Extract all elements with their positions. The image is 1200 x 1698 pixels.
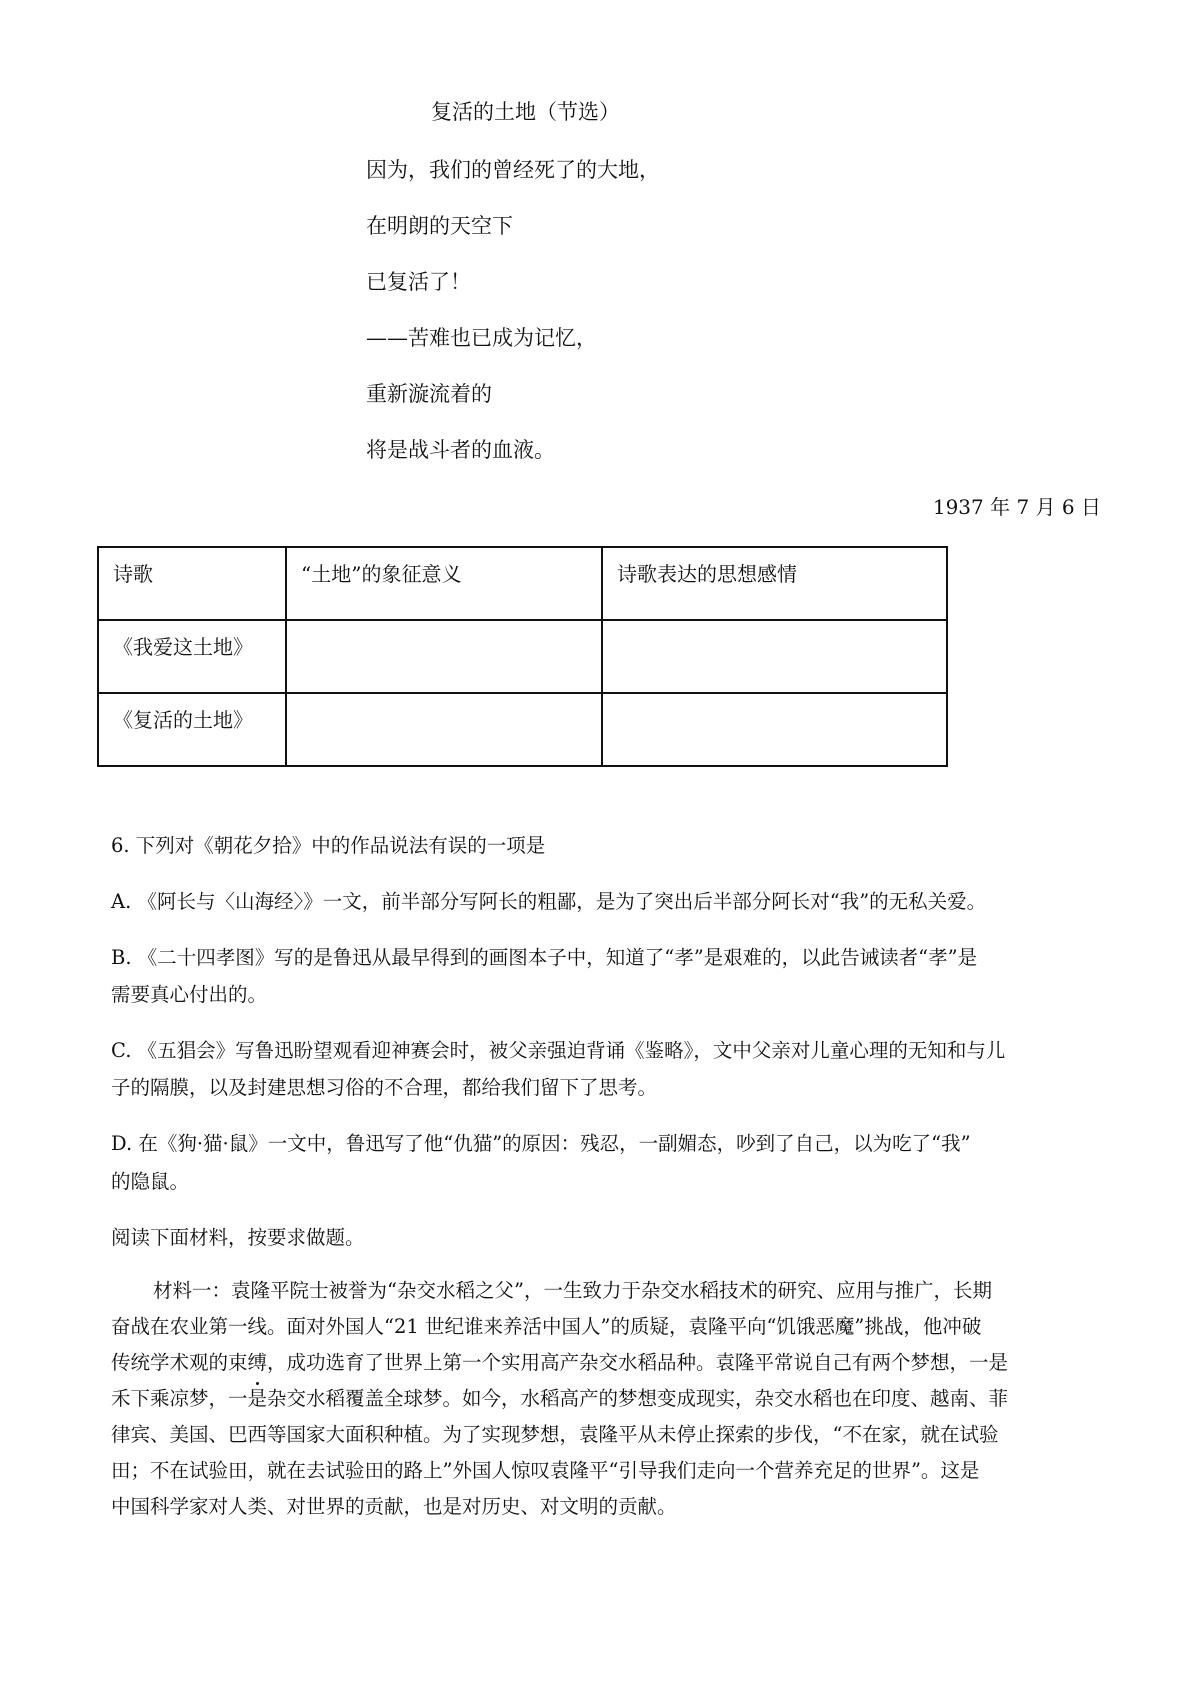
table-cell-emotion-blank[interactable]: [602, 620, 947, 693]
paragraph-line: 材料一：袁隆平院士被誉为“杂交水稻之父”，一生致力于杂交水稻技术的研究、应用与推广，长期: [153, 1279, 992, 1302]
paragraph-line: 律宾、美国、巴西等国家大面积种植。为了实现梦想，袁隆平从未停止探索的步伐，“不在家，就在试验: [111, 1423, 999, 1446]
option-d-line[interactable]: 的隐鼠。: [111, 1170, 190, 1193]
question-6-stem: 6. 下列对《朝花夕拾》中的作品说法有误的一项是: [111, 834, 546, 857]
paragraph-line: 禾下乘凉梦，一是杂交水稻覆盖全球梦。如今，水稻高产的梦想变成现实，杂交水稻也在印度、越南、菲: [111, 1387, 1009, 1410]
reading-instruction: 阅读下面材料，按要求做题。: [111, 1226, 365, 1249]
paragraph-line: 奋战在农业第一线。面对外国人“21 世纪谁来养活中国人”的质疑，袁隆平向“饥饿恶魔”挑战，他冲破: [111, 1315, 982, 1338]
option-c-line[interactable]: C. 《五猖会》写鲁迅盼望观看迎神赛会时，被父亲强迫背诵《鉴略》，文中父亲对儿童心理的无知和与儿: [111, 1039, 1006, 1062]
option-d-line[interactable]: D. 在《狗·猫·鼠》一文中，鲁迅写了他“仇猫”的原因：残忍，一副媚态，吵到了自己，以为吃了“我”: [111, 1132, 971, 1155]
paragraph-text: ，成功选育了世界上第一个实用高产杂交水稻品种。袁隆平常说自己有两个梦想，一是: [267, 1351, 1009, 1374]
option-a[interactable]: A. 《阿长与〈山海经〉》一文，前半部分写阿长的粗鄙，是为了突出后半部分阿长对“我”的无私关爱。: [111, 890, 987, 913]
table-cell-poem: 《我爱这土地》: [98, 620, 286, 693]
paragraph-line: 田；不在试验田，就在去试验田的路上”外国人惊叹袁隆平“引导我们走向一个营养充足的世界”。这是: [111, 1459, 980, 1482]
poem-line: 已复活了！: [366, 270, 471, 294]
option-b-line[interactable]: B. 《二十四孝图》写的是鲁迅从最早得到的画图本子中，知道了“孝”是艰难的，以此告诫读者“孝”是: [111, 946, 978, 969]
paragraph-line: 中国科学家对人类、对世界的贡献，也是对历史、对文明的贡献。: [111, 1495, 677, 1518]
option-b-line[interactable]: 需要真心付出的。: [111, 983, 268, 1006]
table-header-cell: 诗歌表达的思想感情: [602, 547, 947, 620]
table-row: [98, 693, 947, 766]
table-header-cell: 诗歌: [98, 547, 286, 620]
table-header-cell: “土地”的象征意义: [286, 547, 602, 620]
table-header-row: [98, 547, 947, 620]
table-cell-poem: 《复活的土地》: [98, 693, 286, 766]
option-c-line[interactable]: 子的隔膜，以及封建思想习俗的不合理，都给我们留下了思考。: [111, 1076, 658, 1099]
poem-date: 1937 年 7 月 6 日: [932, 495, 1101, 519]
paragraph-text: 传统学术观的束: [111, 1351, 248, 1374]
poem-line: 将是战斗者的血液。: [366, 438, 555, 462]
poem-title: 复活的土地（节选）: [431, 100, 620, 124]
table-cell-symbolism-blank[interactable]: [286, 620, 602, 693]
material-1-paragraph: [111, 1273, 1101, 1525]
paragraph-line: [111, 1345, 1101, 1381]
poem-line: 重新漩流着的: [366, 382, 492, 406]
poem-line: 因为，我们的曾经死了的大地，: [366, 158, 660, 182]
poem-line: 在明朗的天空下: [366, 214, 513, 238]
table-cell-symbolism-blank[interactable]: [286, 693, 602, 766]
emphasized-character: 缚: [248, 1345, 268, 1381]
poem-line: ——苦难也已成为记忆，: [366, 326, 597, 350]
table-cell-emotion-blank[interactable]: [602, 693, 947, 766]
table-row: [98, 620, 947, 693]
poem-comparison-table: [97, 546, 948, 767]
